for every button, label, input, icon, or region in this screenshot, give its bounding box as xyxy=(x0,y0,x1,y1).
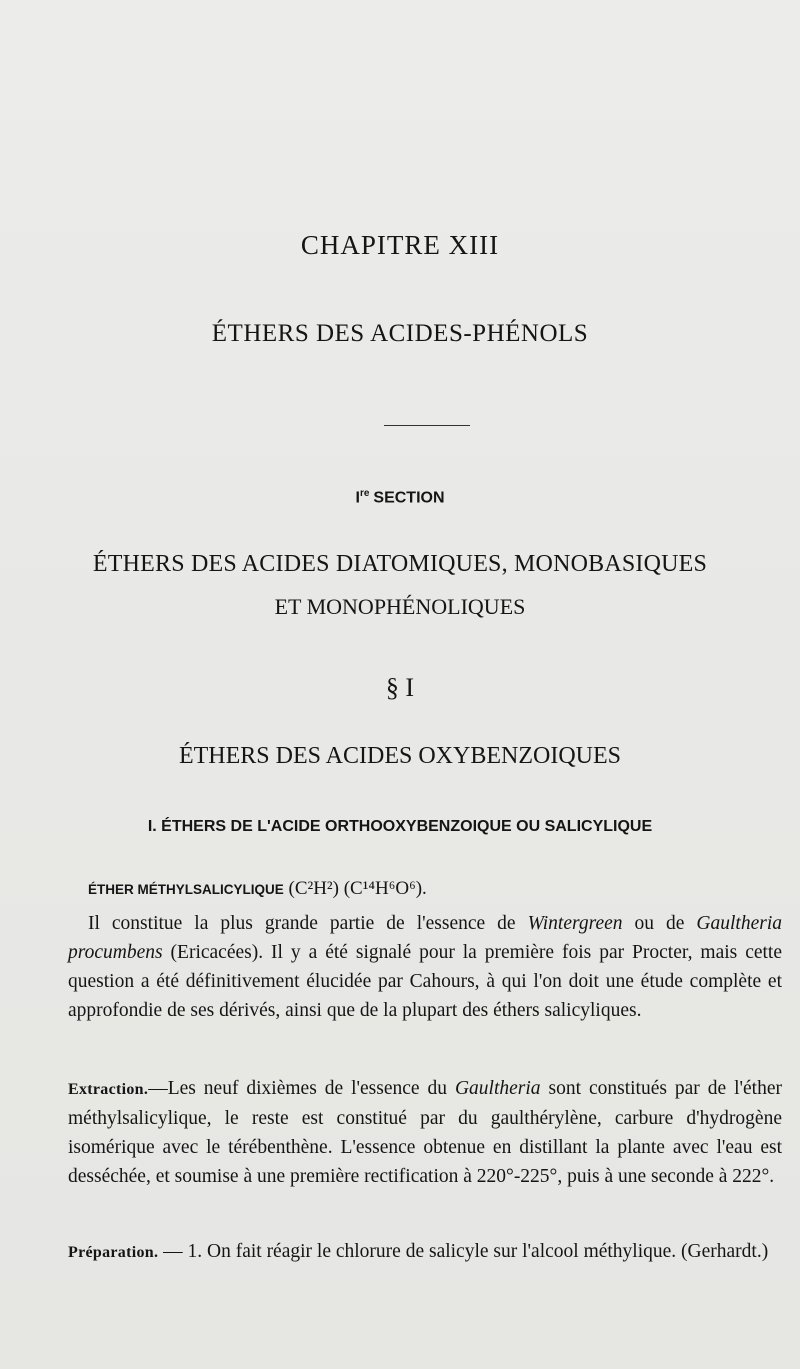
paragraph-intro xyxy=(68,909,782,1025)
italic-term: Wintergreen xyxy=(527,913,623,934)
text-run: Il constitue la plus grande partie de l'essence de xyxy=(88,913,528,934)
section-word: SECTION xyxy=(373,489,445,507)
section-label xyxy=(0,488,800,507)
text-run: —Les neuf dixièmes de l'essence du xyxy=(148,1078,455,1099)
text-run: (Ericacées). Il y a été signalé pour la première fois par Procter, mais cette question a été définitivement élucidée par Cahours, à qui l'on doit une étude complète et approfondie de ses dérivés, ainsi que de la plupart des éthers salicyliques. xyxy=(68,942,782,1021)
italic-term: Gaultheria procumbens xyxy=(68,913,783,963)
divider-rule xyxy=(384,425,470,426)
chapter-title: ÉTHERS DES ACIDES-PHÉNOLS xyxy=(211,320,589,347)
section-title-line2: ET MONOPHÉNOLIQUES xyxy=(274,594,526,619)
section-title-line1: ÉTHERS DES ACIDES DIATOMIQUES, MONOBASIQUES xyxy=(92,551,708,577)
section-number-suffix: re xyxy=(359,488,370,499)
runin-heading: Extraction. xyxy=(68,1081,149,1098)
paragraph-preparation xyxy=(68,1237,782,1267)
paragraph-mark: § I xyxy=(385,673,415,702)
text-run: — 1. On fait réagir le chlorure de salicyle sur l'alcool méthylique. (Gerhardt.) xyxy=(158,1241,769,1262)
entry-formula: (C²H²) (C¹⁴H⁶O⁶). xyxy=(288,878,427,899)
section-number: I xyxy=(355,489,360,507)
text-run: ou de xyxy=(622,913,697,934)
runin-heading: Préparation. xyxy=(68,1244,159,1261)
text-run: sont constitués par de l'éther méthylsalicylique, le reste est constitué par du gaulthérylène, carbure d'hydrogène isomérique avec le térébenthène. L'essence obtenue en distillant la plante avec l'eau est desséchée, et soumise à une première rectification à 220°-225°, puis à une seconde à 222°. xyxy=(68,1078,783,1187)
chapter-label: CHAPITRE XIII xyxy=(300,230,500,260)
italic-term: Gaultheria xyxy=(454,1078,541,1099)
entry-heading xyxy=(88,878,427,900)
paragraph-title: ÉTHERS DES ACIDES OXYBENZOIQUES xyxy=(178,743,621,769)
paragraph-extraction xyxy=(68,1074,782,1191)
entry-label: ÉTHER MÉTHYLSALICYLIQUE xyxy=(88,882,284,897)
subsection-heading: I. ÉTHERS DE L'ACIDE ORTHOOXYBENZOIQUE OU SALICYLIQUE xyxy=(147,818,653,835)
